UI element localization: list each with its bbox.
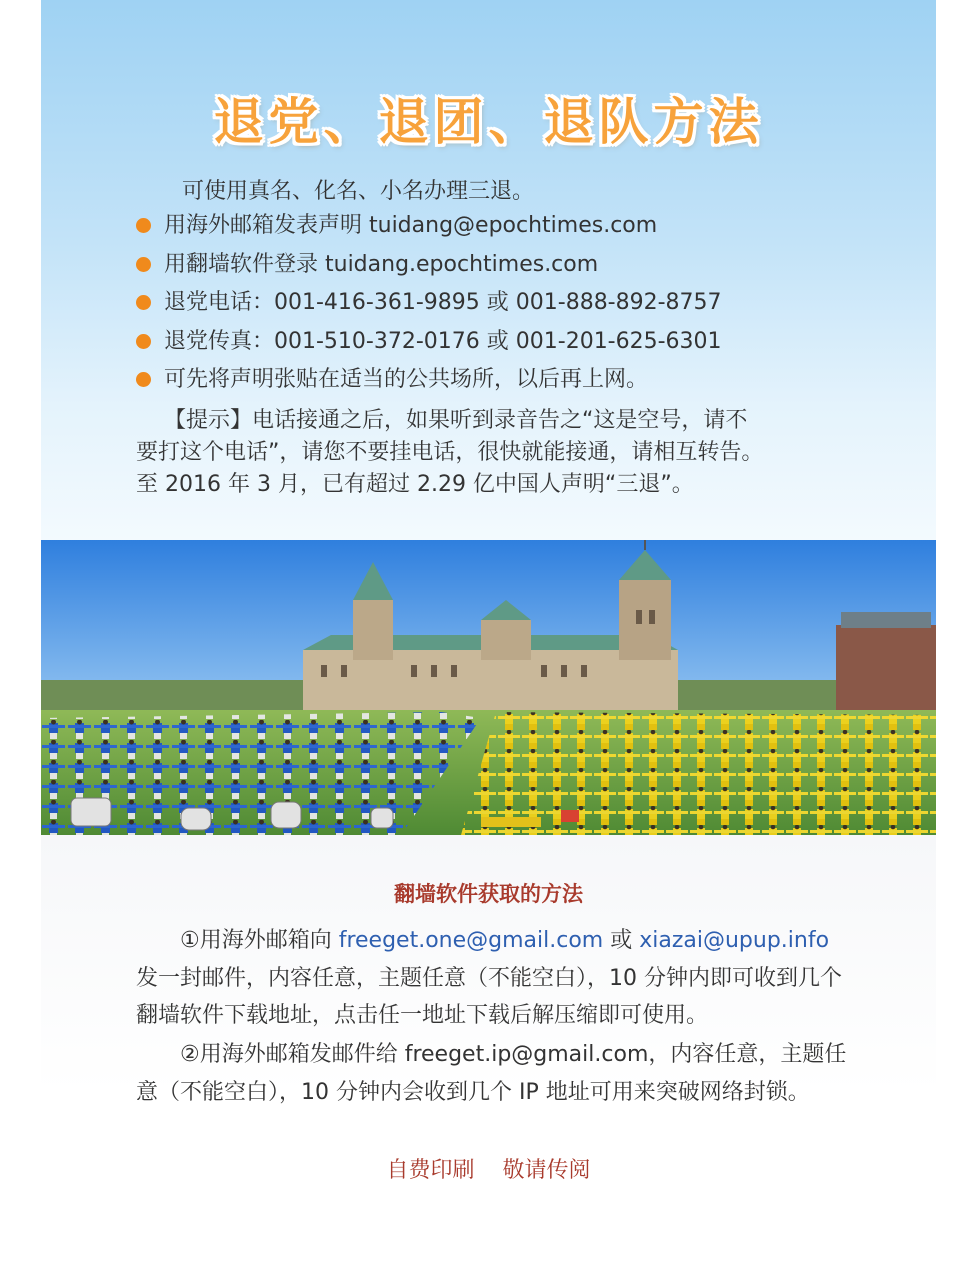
method-email: 用海外邮箱发表声明 tuidang@epochtimes.com — [164, 213, 658, 238]
bullet-icon — [136, 218, 151, 233]
email-link-freeget-one[interactable]: freeget.one@gmail.com — [338, 928, 604, 953]
step1-mid: 或 — [603, 928, 640, 953]
email-link-xiazai[interactable]: xiazai@upup.info — [639, 928, 830, 953]
intro-text: 可使用真名、化名、小名办理三退。 — [182, 179, 535, 204]
software-heading: 翻墙软件获取的方法 — [394, 882, 583, 906]
method-website: 用翻墙软件登录 tuidang.epochtimes.com — [164, 251, 599, 277]
step1-suffix: 发一封邮件，内容任意，主题任意（不能空白），10 分钟内即可收到几个翻墙软件下载地址，点击任一地址下载后解压缩即可使用。 — [136, 965, 842, 1028]
method-poster: 可先将声明张贴在适当的公共场所，以后再上网。 — [164, 367, 649, 392]
bullet-icon — [136, 372, 151, 387]
parliament-photo — [41, 540, 936, 835]
bullet-icon — [136, 257, 151, 272]
method-phone: 退党电话：001-416-361-9895 或 001-888-892-8757 — [164, 290, 722, 315]
bullet-icon — [136, 334, 151, 349]
method-list — [136, 209, 722, 402]
footer-slogan — [41, 1153, 936, 1184]
software-step-2 — [136, 1036, 848, 1111]
tip-line-1: 【提示】电话接通之后，如果听到录音告之“这是空号，请不 — [164, 408, 748, 433]
tip-paragraph — [136, 405, 848, 501]
list-item — [136, 209, 722, 248]
tip-line-2: 要打这个电话”，请您不要挂电话，很快就能接通，请相互转告。 — [136, 440, 764, 465]
footer-right: 敬请传阅 — [502, 1158, 591, 1183]
step1-prefix: ①用海外邮箱向 — [180, 928, 339, 953]
tip-line-3: 至 2016 年 3 月，已有超过 2.29 亿中国人声明“三退”。 — [136, 472, 694, 497]
step2-text: ②用海外邮箱发邮件给 freeget.ip@gmail.com，内容任意，主题任意（不能空白），10 分钟内会收到几个 IP 地址可用来突破网络封锁。 — [136, 1042, 847, 1105]
method-fax: 退党传真：001-510-372-0176 或 001-201-625-6301 — [164, 328, 722, 354]
footer-left: 自费印刷 — [386, 1158, 475, 1183]
bullet-icon — [136, 295, 151, 310]
list-item — [136, 325, 722, 364]
page-title: 退党、退团、退队方法 — [213, 93, 764, 151]
software-step-1 — [136, 922, 848, 1035]
list-item — [136, 363, 722, 402]
list-item — [136, 248, 722, 287]
list-item — [136, 286, 722, 325]
